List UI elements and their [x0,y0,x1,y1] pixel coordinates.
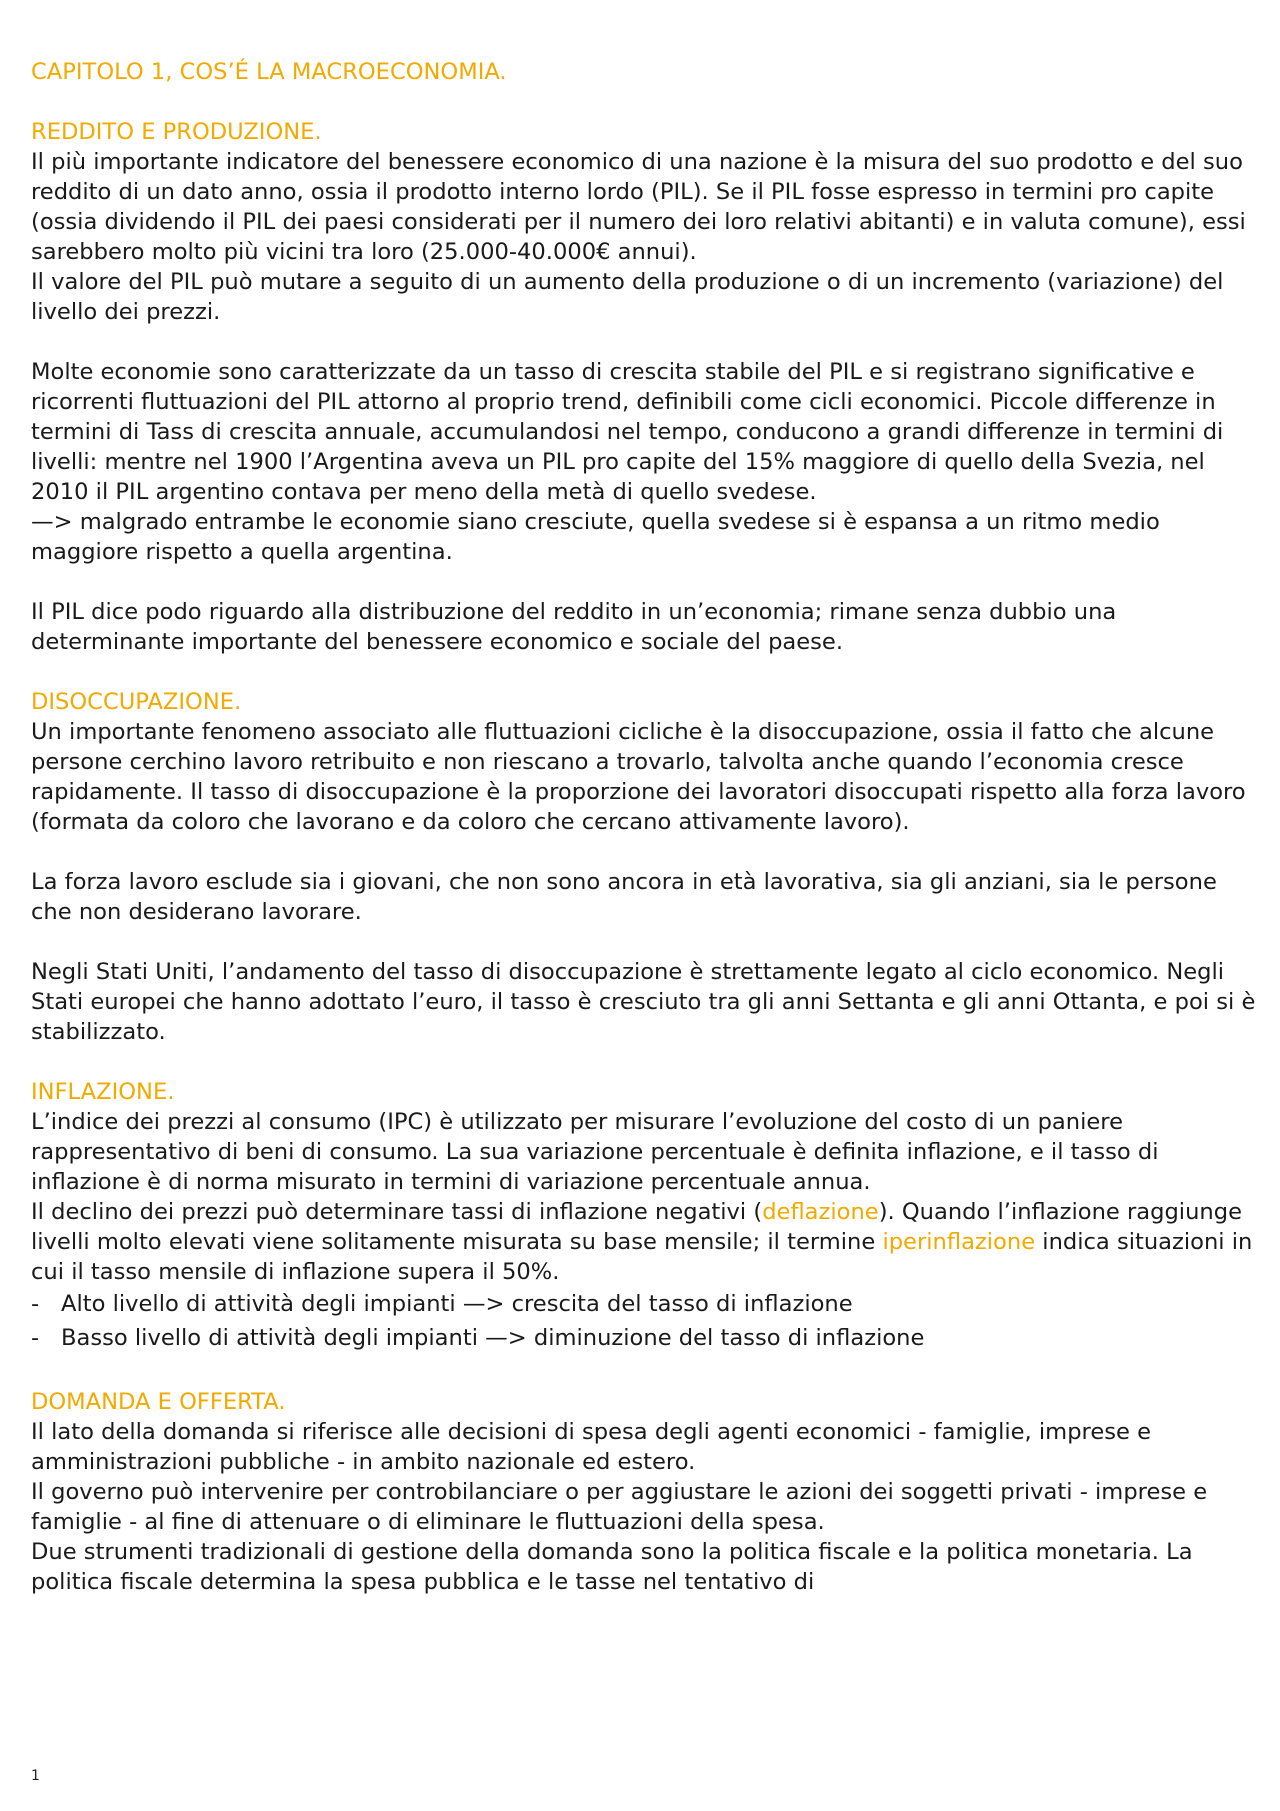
paragraph: Un importante fenomeno associato alle fluttuazioni cicliche è la disoccupazione, ossia il fatto che alcune persone cerchino lavoro retribuito e non riescano a trovarlo, talvolta anche quando l’economia cresce rapidamente. Il tasso di disoccupazione è la proporzione dei lavoratori disoccupati rispetto alla forza lavoro (formata da coloro che lavorano e da coloro che cercano attivamente lavoro). [31,719,1246,835]
document-page [31,57,1256,1597]
bullet-marker: - [31,1291,40,1317]
paragraph: Il governo può intervenire per controbilanciare o per aggiustare le azioni dei soggetti privati - imprese e famiglie - al fine di attenuare o di eliminare le fluttuazioni della spesa. [31,1479,1208,1535]
bullet-marker: - [31,1325,40,1351]
text-run: Il declino dei prezzi può determinare tassi di inflazione negativi ( [31,1199,763,1225]
text-run: indica situazioni in cui il tasso mensile di inflazione supera il 50%. [31,1229,1253,1285]
bullet-list [31,1289,1256,1353]
paragraph: L’indice dei prezzi al consumo (IPC) è utilizzato per misurare l’evoluzione del costo di un paniere rappresentativo di beni di consumo. La sua variazione percentuale è definita inflazione, e il tasso di inflazione è di norma misurato in termini di variazione percentuale annua. [31,1109,1159,1195]
paragraph-with-highlights [31,1197,1256,1287]
text-run: ). Quando l’inflazione raggiunge livelli molto elevati viene solitamente misurata su base mensile; il termine [31,1199,1242,1255]
page-number: 1 [31,1768,40,1784]
paragraph: La forza lavoro esclude sia i giovani, che non sono ancora in età lavorativa, sia gli anziani, sia le persone che non desiderano lavorare. [31,869,1217,925]
paragraph: Due strumenti tradizionali di gestione della domanda sono la politica fiscale e la politica monetaria. La politica fiscale determina la spesa pubblica e le tasse nel tentativo di [31,1539,1193,1595]
section-heading-disoccupazione: DISOCCUPAZIONE. [31,689,242,715]
paragraph: —> malgrado entrambe le economie siano cresciute, quella svedese si è espansa a un ritmo medio maggiore rispetto a quella argentina. [31,509,1160,565]
paragraph: Il valore del PIL può mutare a seguito di un aumento della produzione o di un incremento (variazione) del livello dei prezzi. [31,269,1224,325]
list-item [31,1289,1256,1319]
paragraph: Molte economie sono caratterizzate da un tasso di crescita stabile del PIL e si registrano significative e ricorrenti fluttuazioni del PIL attorno al proprio trend, definibili come cicli economici. Piccole differenze in termini di Tass di crescita annuale, accumulandosi nel tempo, conducono a grandi differenze in termini di livelli: mentre nel 1900 l’Argentina aveva un PIL pro capite del 15% maggiore di quello della Svezia, nel 2010 il PIL argentino contava per meno della metà di quello svedese. [31,359,1224,505]
chapter-title: CAPITOLO 1, COS’É LA MACROECONOMIA. [31,59,507,85]
highlighted-term-deflazione: deflazione [762,1199,879,1225]
section-heading-inflazione: INFLAZIONE. [31,1079,175,1105]
paragraph: Negli Stati Uniti, l’andamento del tasso di disoccupazione è strettamente legato al ciclo economico. Negli Stati europei che hanno adottato l’euro, il tasso è cresciuto tra gli anni Settanta e gli anni Ottanta, e poi si è stabilizzato. [31,959,1256,1045]
section-heading-domanda: DOMANDA E OFFERTA. [31,1389,286,1415]
list-item-text: Alto livello di attività degli impianti —> crescita del tasso di inflazione [61,1291,853,1317]
section-heading-reddito: REDDITO E PRODUZIONE. [31,119,322,145]
paragraph: Il lato della domanda si riferisce alle decisioni di spesa degli agenti economici - famiglie, imprese e amministrazioni pubbliche - in ambito nazionale ed estero. [31,1419,1151,1475]
list-item [31,1323,1256,1353]
highlighted-term-iperinflazione: iperinflazione [882,1229,1036,1255]
list-item-text: Basso livello di attività degli impianti —> diminuzione del tasso di inflazione [61,1325,925,1351]
paragraph: Il più importante indicatore del benessere economico di una nazione è la misura del suo prodotto e del suo reddito di un dato anno, ossia il prodotto interno lordo (PIL). Se il PIL fosse espresso in termini pro capite (ossia dividendo il PIL dei paesi considerati per il numero dei loro relativi abitanti) e in valuta comune), essi sarebbero molto più vicini tra loro (25.000-40.000€ annui). [31,149,1246,265]
paragraph: Il PIL dice podo riguardo alla distribuzione del reddito in un’economia; rimane senza dubbio una determinante importante del benessere economico e sociale del paese. [31,599,1117,655]
